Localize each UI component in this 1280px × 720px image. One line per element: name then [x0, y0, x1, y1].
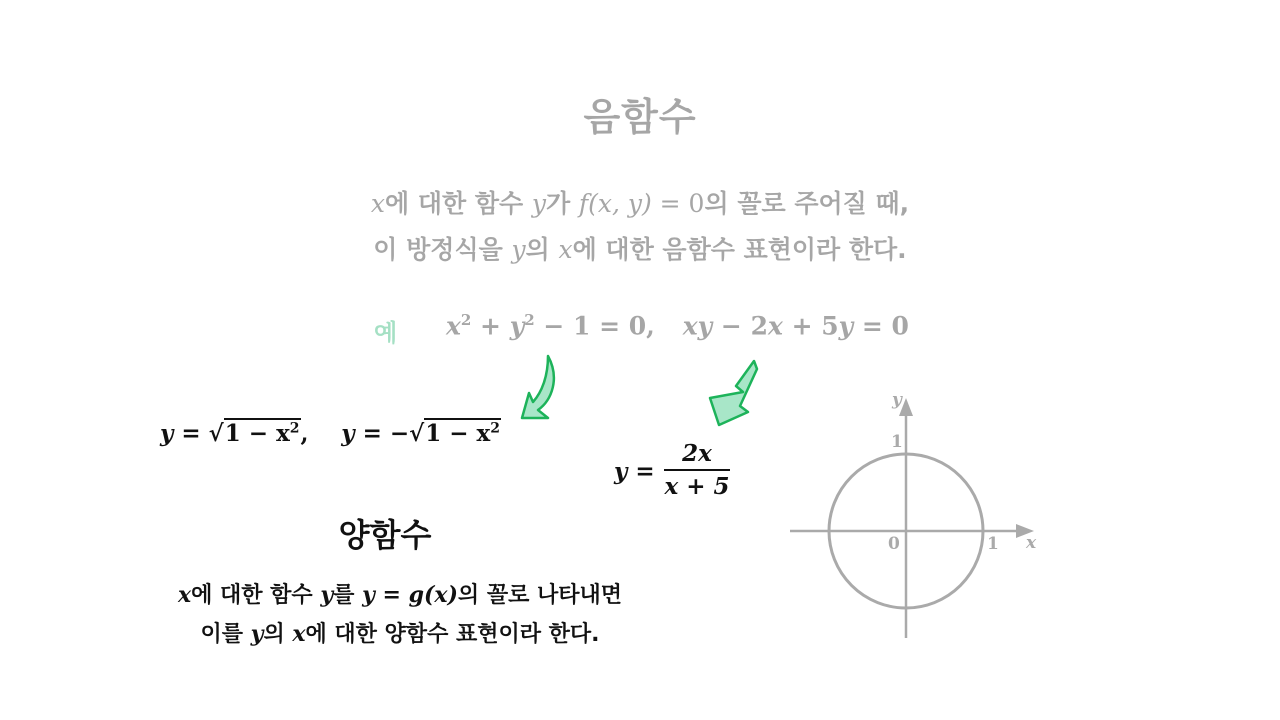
explicit-definition-line2: [80, 617, 720, 648]
var-y: y: [838, 311, 854, 341]
exponent: 2: [289, 420, 300, 437]
circle-explicit-forms: [160, 420, 501, 447]
operator: − 2: [712, 311, 768, 341]
unit-circle-graph: [780, 380, 1060, 650]
curved-arrow-left-icon: [522, 356, 554, 418]
var-y: y: [511, 235, 526, 264]
equals: =: [627, 458, 655, 485]
text: 가: [545, 189, 579, 218]
func-f: f: [578, 189, 589, 218]
x-tick-label: 1: [987, 534, 999, 554]
fraction-denominator: x + 5: [664, 473, 730, 500]
expression-g: y = g(x): [362, 582, 458, 608]
text: 에 대한 음함수 표현이라 한다.: [572, 235, 907, 264]
text: 의: [263, 622, 293, 647]
text: 이를: [200, 622, 251, 647]
func-args: (x, y): [588, 189, 652, 218]
rational-lhs: [614, 458, 655, 485]
equals-zero: = 0: [651, 189, 705, 218]
sqrt-body: [224, 418, 301, 447]
var-y: y: [341, 420, 355, 447]
var-y: y: [531, 189, 546, 218]
explicit-function-title: 양함수: [338, 516, 432, 554]
text: 에 대한 함수: [191, 583, 321, 608]
exponent: 2: [524, 311, 535, 329]
arrow-right-icon: [710, 361, 757, 425]
equation-rest: − 1 = 0,: [534, 311, 655, 341]
page-title: 음함수: [583, 95, 697, 139]
exponent: 2: [460, 311, 472, 329]
var-y: y: [320, 582, 334, 608]
var-x: x: [767, 311, 783, 341]
equation-rest: = 0: [853, 311, 909, 341]
var-x: x: [558, 235, 573, 264]
var-y: y: [250, 621, 264, 647]
operator: +: [471, 311, 510, 341]
var-x: x: [446, 311, 461, 341]
text: 의: [525, 235, 559, 264]
example-label: 예: [374, 319, 398, 347]
var-x: x: [292, 621, 306, 647]
text: 에 대한 함수: [384, 189, 532, 218]
equals-neg-sqrt: = −√: [354, 420, 425, 447]
explicit-definition-line1: [80, 578, 720, 609]
var-y: y: [614, 458, 628, 485]
fraction-numerator: 2x: [664, 440, 730, 471]
rational-fraction: [664, 440, 730, 500]
var-y: y: [509, 311, 525, 341]
sqrt-expression: 1 − x: [224, 420, 290, 447]
text: 의 꼴로 나타내면: [457, 583, 623, 608]
var-y: y: [160, 420, 174, 447]
var-x: x: [177, 582, 192, 608]
sqrt-body: [424, 418, 501, 447]
var-xy: xy: [682, 311, 713, 341]
sqrt-expression: 1 − x: [425, 420, 491, 447]
text: 이 방정식을: [373, 235, 512, 264]
equals-sqrt: = √: [173, 420, 224, 447]
text: 를: [333, 583, 363, 608]
exponent: 2: [490, 420, 501, 437]
var-x: x: [370, 189, 385, 218]
text: 에 대한 양함수 표현이라 한다.: [305, 622, 600, 647]
origin-label: 0: [888, 534, 900, 554]
operator: + 5: [782, 311, 839, 341]
text: 의 꼴로 주어질 때,: [704, 189, 910, 218]
x-axis-label: x: [1026, 533, 1037, 553]
y-tick-label: 1: [891, 432, 903, 452]
comma: ,: [300, 420, 309, 447]
y-axis-label: y: [892, 390, 902, 410]
